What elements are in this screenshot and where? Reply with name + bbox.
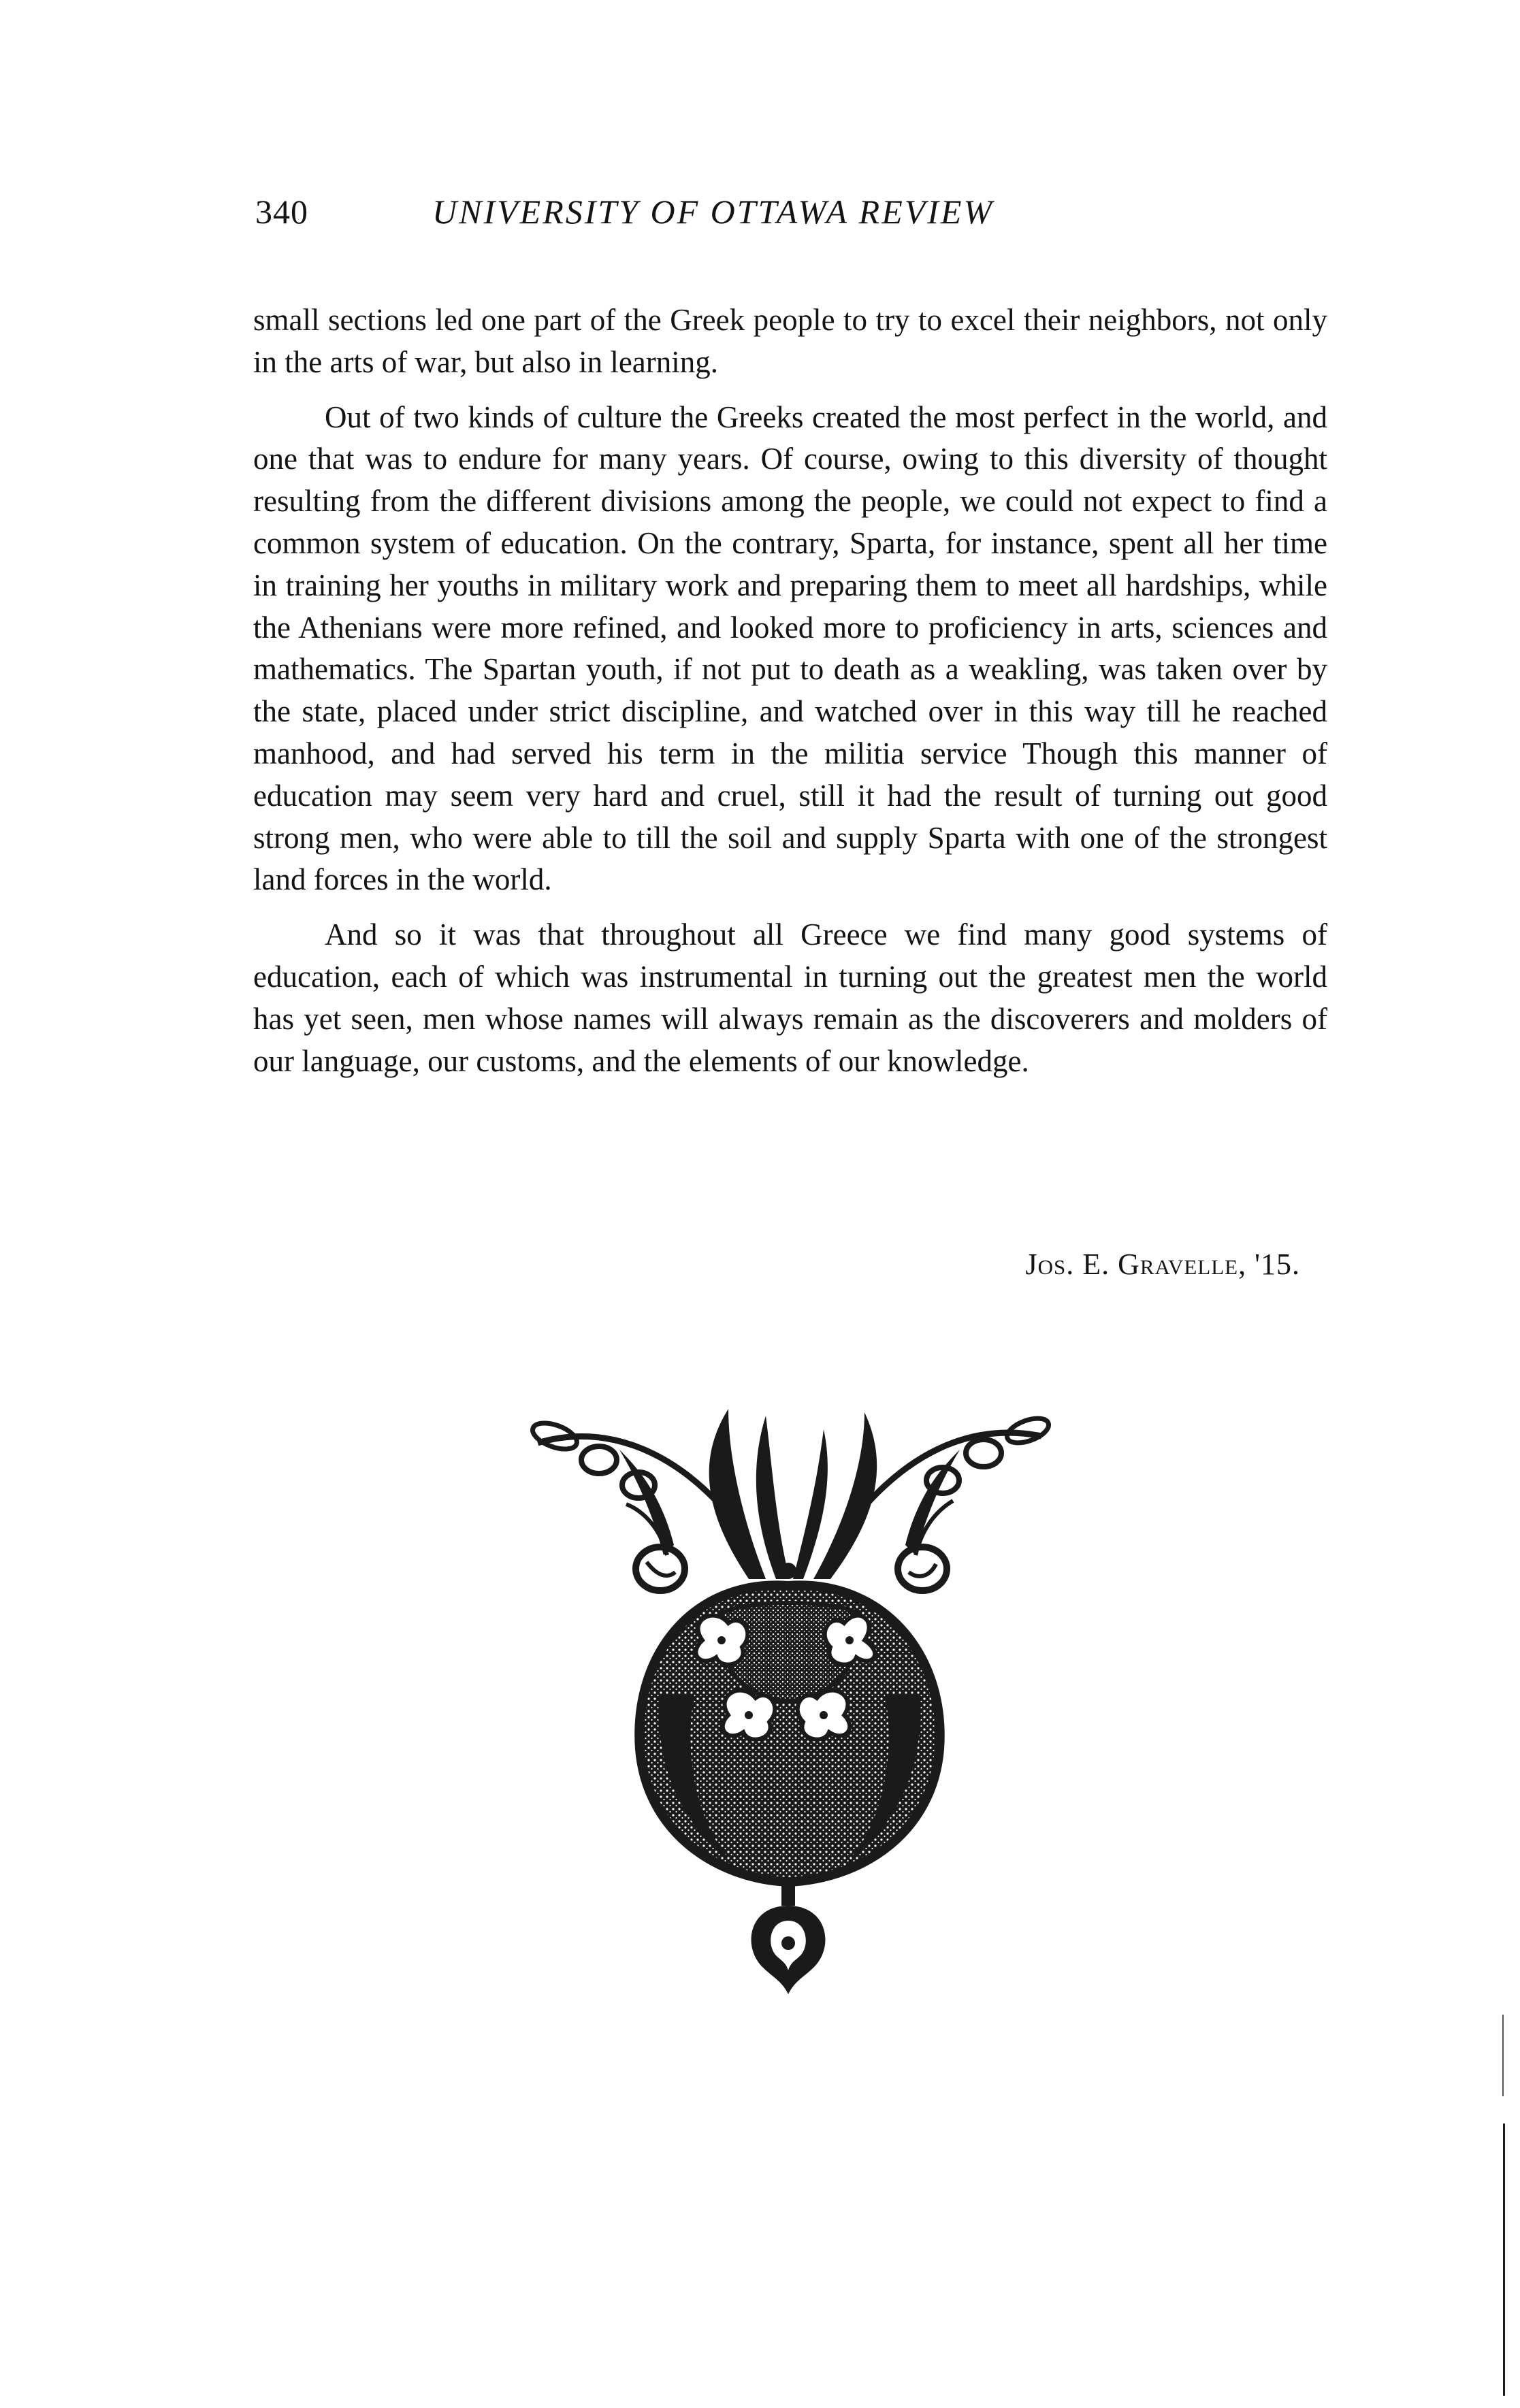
paragraph-3: And so it was that throughout all Greece we find many good systems of education, each of which was instrumental in turning out the greatest men the world has yet seen, men whose names will always remain as the discoverers and molders of our language, our customs, and the elements of our knowledge. xyxy=(253,917,1327,1078)
paragraph-1: small sections led one part of the Greek people to try to excel their neighbors, not only in the arts of war, but also in learning. xyxy=(253,303,1327,379)
journal-title: UNIVERSITY OF OTTAWA REVIEW xyxy=(432,193,995,231)
running-head xyxy=(255,192,1276,240)
author-signature: Jos. E. Gravelle, '15. xyxy=(1025,1248,1300,1281)
page-number: 340 xyxy=(255,193,308,231)
article-body xyxy=(253,299,1327,1095)
scan-edge-mark xyxy=(1501,2015,1506,2396)
paragraph-2: Out of two kinds of culture the Greeks created the most perfect in the world, and one that was to endure for many years. Of course, owing to this diversity of thought resulting from the different divisions among the people, we could not expect to find a common system of education. On the contrary, Sparta, for instance, spent all her time in training her youths in military work and preparing them to meet all hardships, while the Athenians were more refined, and looked more to proficiency in arts, sciences and mathematics. The Spartan youth, if not put to death as a weakling, was taken over by the state, placed under strict discipline, and watched over in this way till he reached manhood, and had served his term in the militia service Though this manner of education may seem very hard and cruel, still it had the result of turning out good strong men, who were able to till the soil and supply Sparta with one of the strongest land forces in the world. xyxy=(253,400,1327,897)
floral-tailpiece-ornament-icon xyxy=(524,1409,1055,2001)
